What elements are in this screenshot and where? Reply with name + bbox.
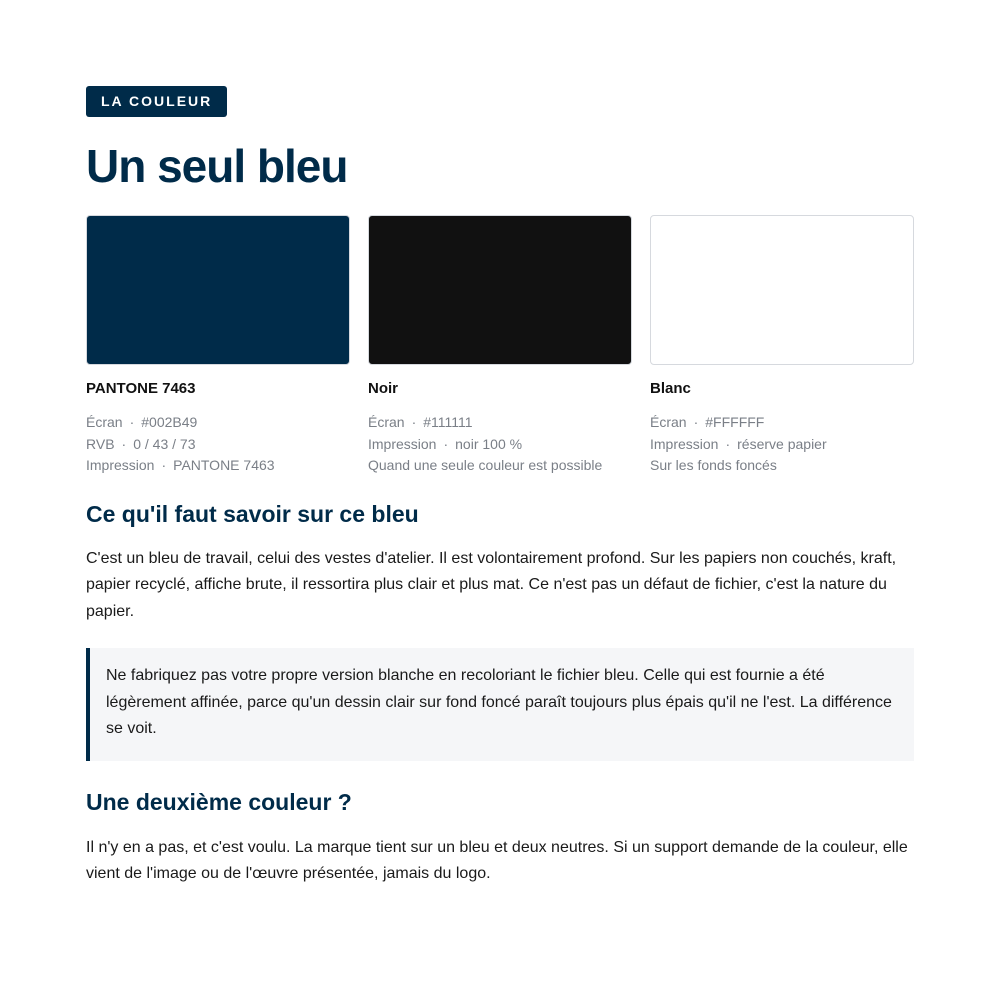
swatch-noir: [368, 215, 632, 477]
spec-row: [86, 412, 350, 434]
spec-value: PANTONE 7463: [173, 457, 275, 473]
spec-separator: ·: [121, 435, 127, 452]
spec-label: Impression: [368, 435, 437, 452]
swatch-chip: [368, 215, 632, 365]
section-paragraph: Il n'y en a pas, et c'est voulu. La marque tient sur un bleu et deux neutres. Si un support demande de la couleur, elle vient de l'image ou de l'œuvre présentée, jamais du logo.: [86, 838, 908, 882]
spec-label: Impression: [86, 457, 155, 473]
spec-row: [650, 434, 914, 456]
section-paragraph: C'est un bleu de travail, celui des vestes d'atelier. Il est volontairement profond. Sur les papiers non couchés, kraft, papier recyclé, affiche brute, il ressortira plus clair et plus mat. Ce n'est pas un défaut de fichier, c'est la nature du papier.: [86, 549, 897, 620]
spec-row: [650, 455, 914, 477]
spec-row: [86, 434, 350, 456]
spec-value: #111111: [423, 414, 473, 430]
spec-row: [86, 455, 350, 477]
spec-value: 0 / 43 / 73: [133, 435, 196, 452]
page: [86, 86, 914, 888]
spec-separator: ·: [411, 414, 417, 430]
color-swatches: [86, 215, 914, 477]
spec-label: Écran: [650, 414, 687, 430]
section-heading: Ce qu'il faut savoir sur ce bleu: [86, 500, 419, 527]
swatch-specs: [650, 412, 914, 477]
swatch-chip: [650, 215, 914, 365]
spec-separator: ·: [161, 457, 167, 473]
spec-label: RVB: [86, 435, 115, 452]
swatch-name: Noir: [368, 380, 398, 397]
spec-row: [650, 412, 914, 434]
callout-note: Ne fabriquez pas votre propre version blanche en recoloriant le fichier bleu. Celle qui est fournie a été légèrement affinée, parce qu'un dessin clair sur fond foncé paraît toujours plus épais qu'il ne l'est. La différence se voit.: [86, 648, 914, 761]
spec-value: noir 100 %: [455, 435, 523, 452]
spec-note: Sur les fonds foncés: [650, 457, 777, 473]
spec-row: [368, 434, 632, 456]
spec-value: #FFFFFF: [705, 414, 765, 430]
spec-separator: ·: [725, 435, 731, 452]
swatch-name: Blanc: [650, 380, 691, 397]
spec-label: Écran: [368, 414, 405, 430]
spec-value: #002B49: [141, 414, 198, 430]
page-title: Un seul bleu: [86, 140, 348, 192]
section-heading: Une deuxième couleur ?: [86, 788, 352, 815]
spec-row: [368, 412, 632, 434]
spec-value: réserve papier: [737, 435, 827, 452]
spec-separator: ·: [129, 414, 135, 430]
spec-label: Écran: [86, 414, 123, 430]
spec-separator: ·: [693, 414, 699, 430]
swatch-chip: [86, 215, 350, 365]
swatch-blanc: [650, 215, 914, 477]
spec-note: Quand une seule couleur est possible: [368, 457, 603, 473]
swatch-pantone-7463: [86, 215, 350, 477]
spec-label: Impression: [650, 435, 719, 452]
spec-row: [368, 455, 632, 477]
section-eyebrow-badge: LA COULEUR: [86, 86, 227, 117]
spec-separator: ·: [443, 435, 449, 452]
swatch-specs: [368, 412, 632, 477]
swatch-name: PANTONE 7463: [86, 380, 196, 397]
swatch-specs: [86, 412, 350, 477]
